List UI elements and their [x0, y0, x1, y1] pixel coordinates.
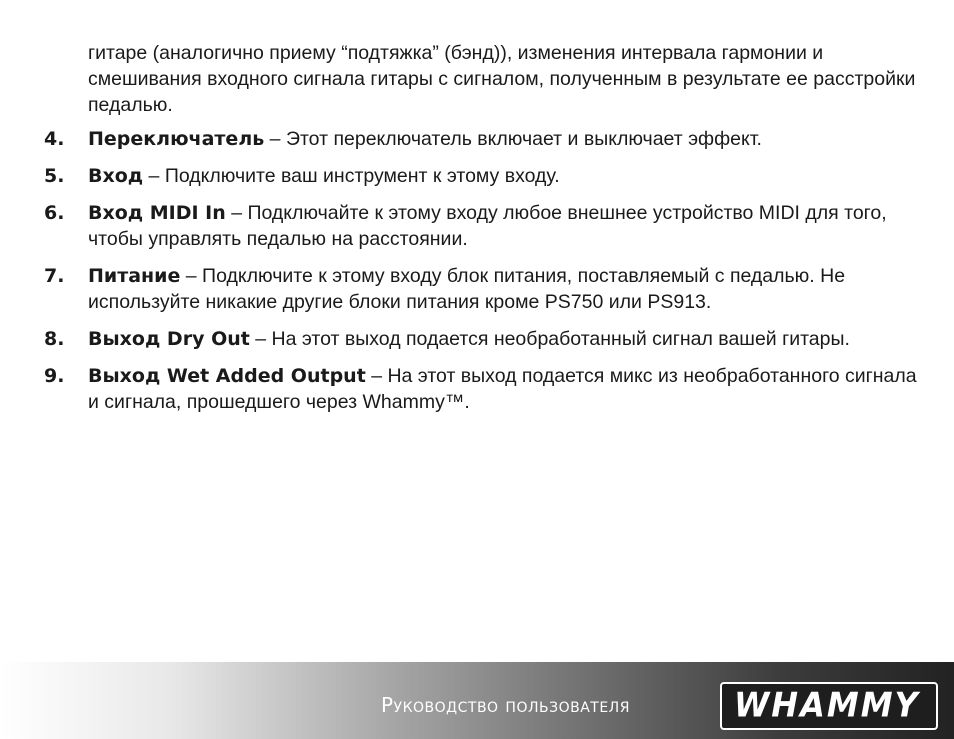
list-item: [0, 263, 918, 315]
list-item: [0, 200, 918, 252]
item-description: – Этот переключатель включает и выключает эффект.: [264, 128, 762, 150]
item-term: Выход Wet Added Output: [88, 365, 366, 387]
list-item: [0, 163, 918, 189]
item-description: – Подключите ваш инструмент к этому входу.: [143, 165, 560, 187]
item-term: Выход Dry Out: [88, 328, 250, 350]
item-number: 4.: [44, 128, 65, 150]
list-item: [0, 363, 918, 415]
logo-text: WHAMMY: [734, 685, 920, 725]
item-term: Вход MIDI In: [88, 202, 226, 224]
item-number: 8.: [44, 328, 65, 350]
item-term: Вход: [88, 165, 144, 187]
item-description: – Подключите к этому входу блок питания, поставляемый с педалью. Не используйте никакие другие блоки питания кроме PS750 или PS913.: [88, 265, 846, 313]
numbered-list: [0, 126, 954, 426]
whammy-logo: [720, 682, 938, 730]
item-number: 5.: [44, 165, 65, 187]
item-description: – На этот выход подается микс из необработанного сигнала и сигнала, прошедшего через Whammy™.: [88, 365, 917, 413]
item-number: 6.: [44, 202, 65, 224]
list-item: [0, 126, 918, 152]
footer-title: Руководство пользователя: [381, 693, 630, 717]
item-term: Переключатель: [88, 128, 265, 150]
intro-paragraph: гитаре (аналогично приему “подтяжка” (бэнд)), изменения интервала гармонии и смешивания входного сигнала гитары с сигналом, полученным в результате ее расстройки педалью.: [88, 42, 916, 116]
item-term: Питание: [88, 265, 181, 287]
item-number: 9.: [44, 365, 65, 387]
list-item: [0, 326, 918, 352]
item-description: – На этот выход подается необработанный сигнал вашей гитары.: [249, 328, 850, 350]
item-description: – Подключайте к этому входу любое внешнее устройство MIDI для того, чтобы управлять педалью на расстоянии.: [88, 202, 887, 250]
item-number: 7.: [44, 265, 65, 287]
page-footer: [0, 662, 954, 739]
